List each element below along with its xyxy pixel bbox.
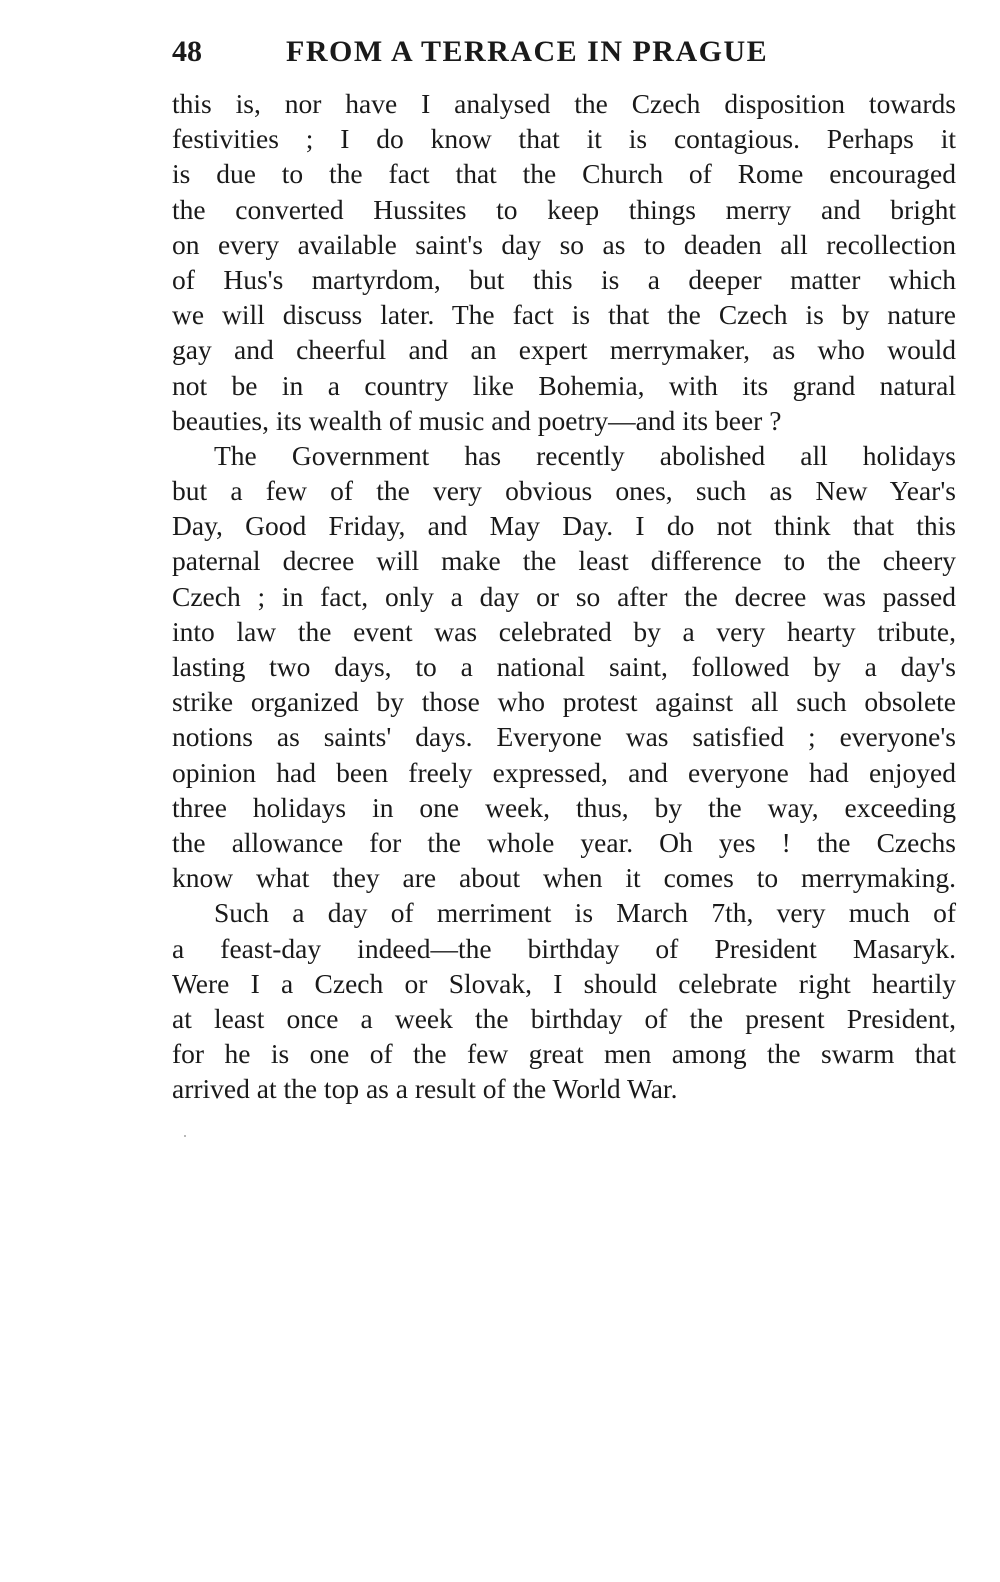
page-number: 48 xyxy=(172,35,202,68)
text-line: paternal decree will make the least difference to the cheery xyxy=(172,545,956,577)
text-line: not be in a country like Bohemia, with its grand natural xyxy=(172,369,956,401)
text-line: into law the event was celebrated by a very hearty tribute, xyxy=(172,615,956,647)
text-line: festivities ; I do know that it is contagious. Perhaps it xyxy=(172,123,956,155)
text-line: at least once a week the birthday of the present President, xyxy=(172,1002,956,1034)
text-line: Czech ; in fact, only a day or so after the decree was passed xyxy=(172,580,956,612)
paragraph-first-line: Such a day of merriment is March 7th, very much of xyxy=(214,897,956,929)
text-line: on every available saint's day so as to deaden all recollection xyxy=(172,228,956,260)
text-line: this is, nor have I analysed the Czech disposition towards xyxy=(172,88,956,119)
paragraph-first-line: The Government has recently abolished all holidays xyxy=(214,439,956,471)
text-line: we will discuss later. The fact is that the Czech is by nature xyxy=(172,299,956,331)
body-text xyxy=(172,86,956,1106)
text-line: know what they are about when it comes to merrymaking. xyxy=(172,862,956,894)
text-line: a feast-day indeed—the birthday of President Masaryk. xyxy=(172,932,956,964)
text-line: gay and cheerful and an expert merrymaker, as who would xyxy=(172,334,956,366)
text-line: beauties, its wealth of music and poetry—and its beer ? xyxy=(172,404,782,436)
text-line: for he is one of the few great men among the swarm that xyxy=(172,1038,956,1070)
text-line: but a few of the very obvious ones, such as New Year's xyxy=(172,475,956,507)
text-line: Were I a Czech or Slovak, I should celebrate right heartily xyxy=(172,967,956,999)
text-line: the converted Hussites to keep things merry and bright xyxy=(172,193,956,225)
paper-speck xyxy=(184,1135,186,1137)
running-title: FROM A TERRACE IN PRAGUE xyxy=(286,35,769,68)
text-line: of Hus's martyrdom, but this is a deeper matter which xyxy=(172,263,956,295)
text-line: the allowance for the whole year. Oh yes ! the Czechs xyxy=(172,826,956,858)
text-line: arrived at the top as a result of the World War. xyxy=(172,1073,678,1105)
running-head xyxy=(172,30,956,74)
text-line: opinion had been freely expressed, and everyone had enjoyed xyxy=(172,756,956,788)
text-line: lasting two days, to a national saint, followed by a day's xyxy=(172,651,956,682)
text-line: three holidays in one week, thus, by the way, exceeding xyxy=(172,791,956,823)
text-line: Day, Good Friday, and May Day. I do not think that this xyxy=(172,510,956,542)
text-line: notions as saints' days. Everyone was satisfied ; everyone's xyxy=(172,721,956,753)
text-line: strike organized by those who protest against all such obsolete xyxy=(172,686,956,718)
text-line: is due to the fact that the Church of Rome encouraged xyxy=(172,158,956,190)
